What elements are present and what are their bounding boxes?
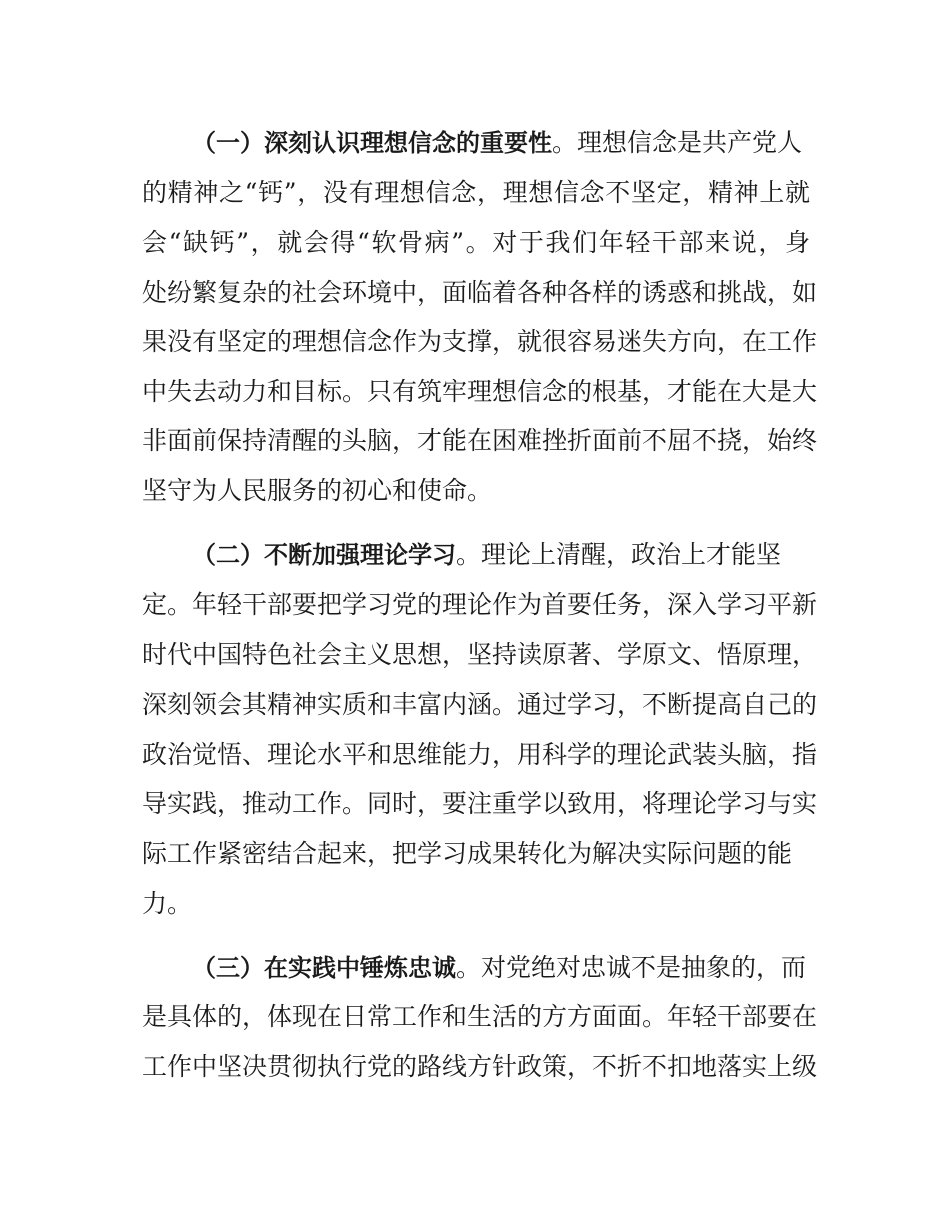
paragraph-2-line-7: 际工作紧密结合起来，把学习成果转化为解决实际问题的能	[142, 839, 793, 868]
paragraph-1-line-2: 的精神之“钙”，没有理想信念，理想信念不坚定，精神上就	[142, 178, 810, 207]
paragraph-2-line-6: 导实践，推动工作。同时，要注重学以致用，将理论学习与实	[142, 789, 818, 818]
paragraph-2-line-8: 力。	[142, 889, 193, 918]
paragraph-3-line-3: 工作中坚决贯彻执行党的路线方针政策，不折不扣地落实上级	[142, 1052, 818, 1081]
paragraph-3-text: 。对党绝对忠诚不是抽象的，而	[456, 953, 807, 982]
paragraph-3-heading: （三）在实践中锤炼忠诚	[192, 954, 456, 982]
paragraph-1-line-3: 会“缺钙”，就会得“软骨病”。对于我们年轻干部来说，身	[142, 228, 810, 257]
paragraph-2-line-3: 时代中国特色社会主义思想，坚持读原著、学原文、悟原理，	[142, 640, 818, 669]
paragraph-1-text: 。理想信念是共产党人	[552, 128, 803, 157]
paragraph-1-line-8: 坚守为人民服务的初心和使命。	[142, 476, 493, 505]
paragraph-1-line-6: 中失去动力和目标。只有筑牢理想信念的根基，才能在大是大	[142, 377, 818, 406]
paragraph-2-text: 。理论上清醒，政治上才能坚	[456, 540, 782, 569]
paragraph-1-line-4: 处纷繁复杂的社会环境中，面临着各种各样的诱惑和挑战，如	[142, 278, 818, 307]
paragraph-2-line-1	[192, 538, 781, 572]
paragraph-1-heading: （一）深刻认识理想信念的重要性	[192, 129, 552, 157]
paragraph-1-line-7: 非面前保持清醒的头脑，才能在困难挫折面前不屈不挠，始终	[142, 426, 818, 455]
paragraph-1-line-5: 果没有坚定的理想信念作为支撑，就很容易迷失方向，在工作	[142, 327, 818, 356]
paragraph-2-heading: （二）不断加强理论学习	[192, 541, 456, 569]
paragraph-2-line-2: 定。年轻干部要把学习党的理论作为首要任务，深入学习平新	[142, 590, 818, 619]
paragraph-1-line-1	[192, 126, 802, 160]
paragraph-2-line-5: 政治觉悟、理论水平和思维能力，用科学的理论武装头脑，指	[142, 740, 818, 769]
paragraph-3-line-1	[192, 951, 806, 985]
paragraph-2-line-4: 深刻领会其精神实质和丰富内涵。通过学习，不断提高自己的	[142, 690, 818, 719]
paragraph-3-line-2: 是具体的，体现在日常工作和生活的方方面面。年轻干部要在	[142, 1002, 818, 1031]
